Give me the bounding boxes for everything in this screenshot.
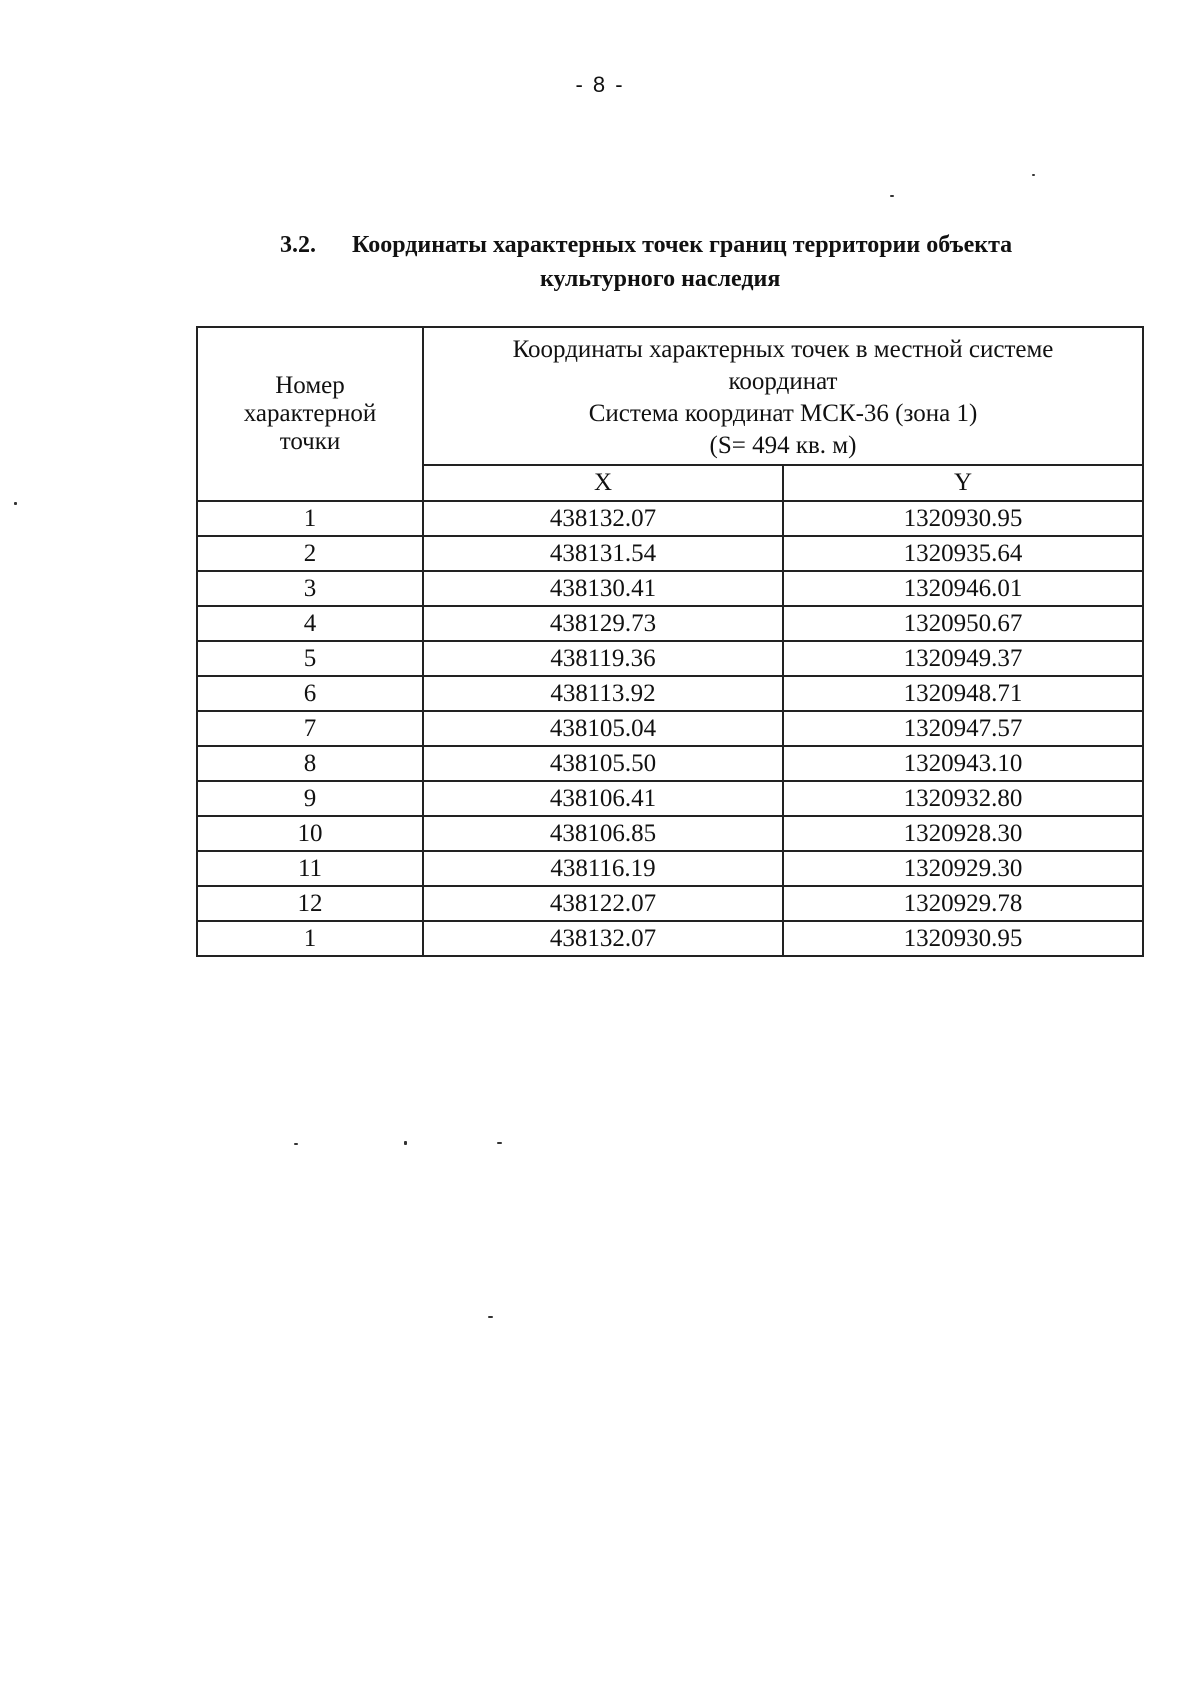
- y-coordinate-cell: 1320948.71: [783, 676, 1143, 711]
- coordinates-header: [423, 327, 1143, 465]
- table-row: [197, 711, 1143, 746]
- point-number-header: [197, 327, 423, 501]
- point-number-cell: 3: [197, 571, 423, 606]
- y-coordinate-cell: 1320949.37: [783, 641, 1143, 676]
- section-title-line2: культурного наследия: [540, 266, 781, 292]
- y-coordinate-cell: 1320950.67: [783, 606, 1143, 641]
- y-coordinate-cell: 1320932.80: [783, 781, 1143, 816]
- y-column-header: Y: [783, 465, 1143, 501]
- table-row: [197, 886, 1143, 921]
- header-left-line: точки: [279, 428, 341, 455]
- y-coordinate-cell: 1320930.95: [783, 501, 1143, 536]
- coordinates-table: [196, 326, 1144, 957]
- table-row: [197, 781, 1143, 816]
- x-coordinate-cell: 438122.07: [423, 886, 783, 921]
- section-title-line1: Координаты характерных точек границ территории объекта: [352, 232, 1013, 258]
- point-number-cell: 9: [197, 781, 423, 816]
- y-coordinate-cell: 1320943.10: [783, 746, 1143, 781]
- header-right-line: координат: [728, 368, 838, 395]
- x-coordinate-cell: 438119.36: [423, 641, 783, 676]
- x-coordinate-cell: 438105.04: [423, 711, 783, 746]
- section-heading: [280, 228, 1160, 296]
- point-number-cell: 7: [197, 711, 423, 746]
- table-row: [197, 606, 1143, 641]
- table-row: [197, 746, 1143, 781]
- x-coordinate-cell: 438132.07: [423, 921, 783, 956]
- point-number-cell: 10: [197, 816, 423, 851]
- header-right-line: Координаты характерных точек в местной системе: [512, 336, 1054, 363]
- y-coordinate-cell: 1320928.30: [783, 816, 1143, 851]
- point-number-cell: 8: [197, 746, 423, 781]
- x-coordinate-cell: 438129.73: [423, 606, 783, 641]
- x-coordinate-cell: 438116.19: [423, 851, 783, 886]
- y-coordinate-cell: 1320946.01: [783, 571, 1143, 606]
- header-left-line: характерной: [243, 400, 377, 427]
- table-row: [197, 571, 1143, 606]
- y-coordinate-cell: 1320929.78: [783, 886, 1143, 921]
- section-number: 3.2.: [280, 232, 316, 258]
- scan-speck: [890, 195, 894, 197]
- table-row: [197, 641, 1143, 676]
- point-number-cell: 6: [197, 676, 423, 711]
- x-coordinate-cell: 438130.41: [423, 571, 783, 606]
- x-coordinate-cell: 438106.85: [423, 816, 783, 851]
- scan-speck: [488, 1316, 493, 1318]
- scan-speck: [14, 502, 17, 505]
- point-number-cell: 5: [197, 641, 423, 676]
- x-column-header: X: [423, 465, 783, 501]
- scan-speck: [404, 1141, 407, 1145]
- scan-speck: [1032, 174, 1035, 176]
- table-row: [197, 851, 1143, 886]
- point-number-cell: 12: [197, 886, 423, 921]
- x-coordinate-cell: 438132.07: [423, 501, 783, 536]
- y-coordinate-cell: 1320929.30: [783, 851, 1143, 886]
- point-number-cell: 1: [197, 921, 423, 956]
- point-number-cell: 2: [197, 536, 423, 571]
- table-row: [197, 536, 1143, 571]
- point-number-cell: 4: [197, 606, 423, 641]
- point-number-cell: 1: [197, 501, 423, 536]
- y-coordinate-cell: 1320935.64: [783, 536, 1143, 571]
- table-row: [197, 501, 1143, 536]
- x-coordinate-cell: 438105.50: [423, 746, 783, 781]
- point-number-cell: 11: [197, 851, 423, 886]
- scan-speck: [497, 1142, 502, 1144]
- table-row: [197, 816, 1143, 851]
- x-coordinate-cell: 438113.92: [423, 676, 783, 711]
- y-coordinate-cell: 1320930.95: [783, 921, 1143, 956]
- table-row: [197, 921, 1143, 956]
- header-left-line: Номер: [275, 372, 345, 399]
- x-coordinate-cell: 438106.41: [423, 781, 783, 816]
- page-number: - 8 -: [575, 72, 625, 97]
- header-right-line: Система координат МСК-36 (зона 1): [588, 400, 978, 427]
- scan-speck: [294, 1143, 298, 1145]
- y-coordinate-cell: 1320947.57: [783, 711, 1143, 746]
- header-right-line: (S= 494 кв. м): [709, 432, 857, 459]
- x-coordinate-cell: 438131.54: [423, 536, 783, 571]
- table-row: [197, 676, 1143, 711]
- table-body: [197, 501, 1143, 956]
